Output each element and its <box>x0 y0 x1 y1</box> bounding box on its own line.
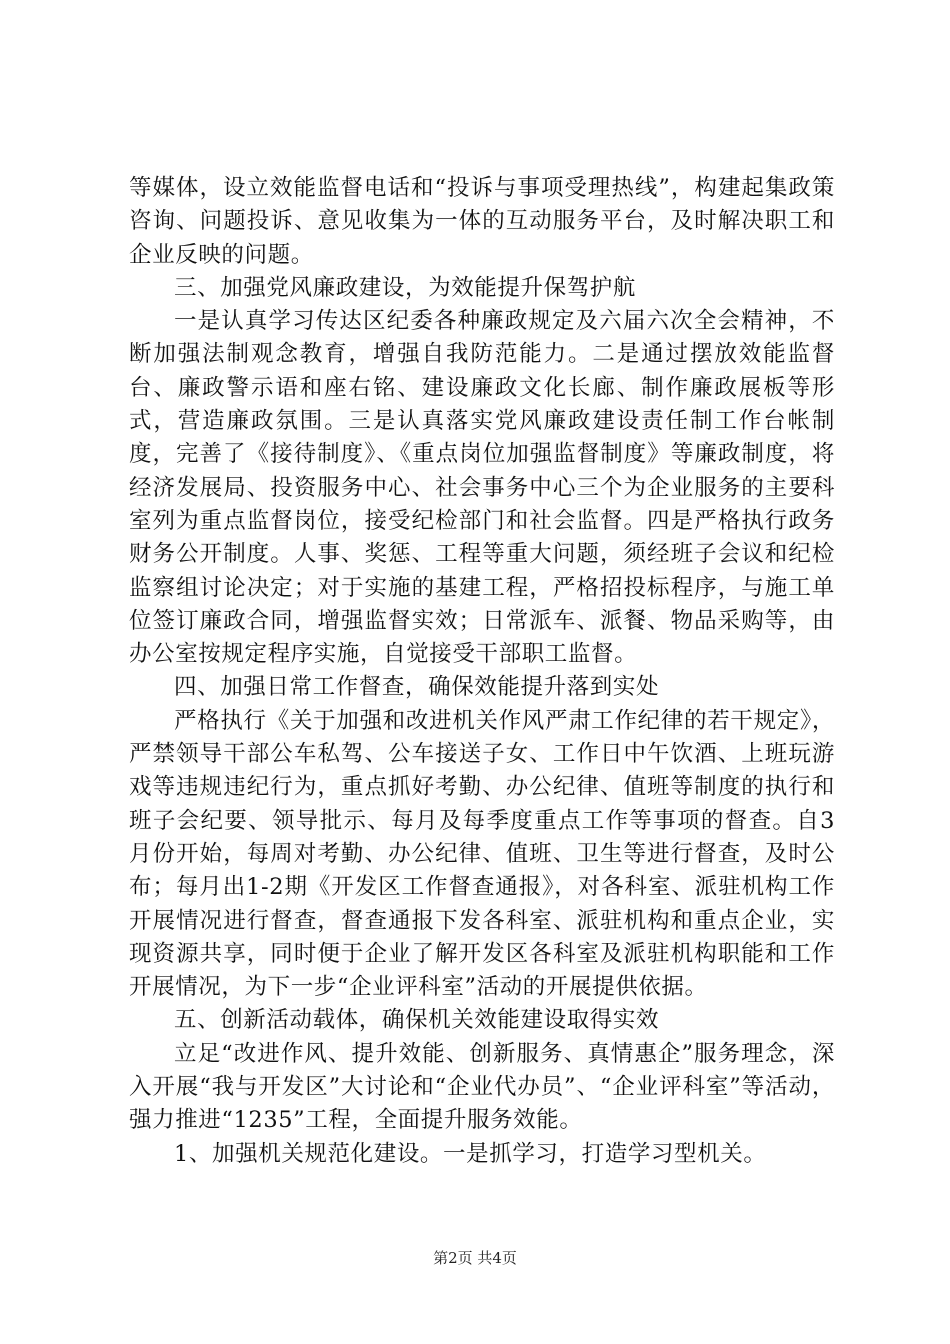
paragraph-continuation: 等媒体，设立效能监督电话和“投诉与事项受理热线”，构建起集政策咨询、问题投诉、意见收集为一体的互动服务平台，及时解决职工和企业反映的问题。 <box>129 175 835 268</box>
section-heading-3: 三、加强党风廉政建设，为效能提升保驾护航 <box>174 274 637 301</box>
section-heading-5: 五、创新活动载体，确保机关效能建设取得实效 <box>174 1007 660 1034</box>
paragraph-section-5: 立足“改进作风、提升效能、创新服务、真情惠企”服务理念，深入开展“我与开发区”大讨论和“企业代办员”、“企业评科室”等活动，强力推进“1235”工程，全面提升服务效能。 <box>129 1040 835 1134</box>
section-heading-4: 四、加强日常工作督查，确保效能提升落到实处 <box>174 674 660 701</box>
document-body <box>129 172 835 1171</box>
paragraph-section-4: 严格执行《关于加强和改进机关作风严肃工作纪律的若干规定》，严禁领导干部公车私驾、公车接送子女、工作日中午饮酒、上班玩游戏等违规违纪行为，重点抓好考勤、办公纪律、值班等制度的执行和班子会纪要、领导批示、每月及每季度重点工作等事项的督查。自3月份开始，每周对考勤、办公纪律、值班、卫生等进行督查，及时公布；每月出1-2期《开发区工作督查通报》，对各科室、派驻机构工作开展情况进行督查，督查通报下发各科室、派驻机构和重点企业，实现资源共享，同时便于企业了解开发区各科室及派驻机构职能和工作开展情况，为下一步“企业评科室”活动的开展提供依据。 <box>129 707 835 1001</box>
paragraph-section-3: 一是认真学习传达区纪委各种廉政规定及六届六次全会精神，不断加强法制观念教育，增强自我防范能力。二是通过摆放效能监督台、廉政警示语和座右铭、建设廉政文化长廊、制作廉政展板等形式，营造廉政氛围。三是认真落实党风廉政建设责任制工作台帐制度，完善了《接待制度》、《重点岗位加强监督制度》等廉政制度，将经济发展局、投资服务中心、社会事务中心三个为企业服务的主要科室列为重点监督岗位，接受纪检部门和社会监督。四是严格执行政务财务公开制度。人事、奖惩、工程等重大问题，须经班子会议和纪检监察组讨论决定；对于实施的基建工程，严格招投标程序，与施工单位签订廉政合同，增强监督实效；日常派车、派餐、物品采购等，由办公室按规定程序实施，自觉接受干部职工监督。 <box>129 308 835 668</box>
page-footer: 第2页 共4页 <box>433 1249 517 1267</box>
paragraph-subsection-1: 1、加强机关规范化建设。一是抓学习，打造学习型机关。 <box>174 1140 767 1167</box>
